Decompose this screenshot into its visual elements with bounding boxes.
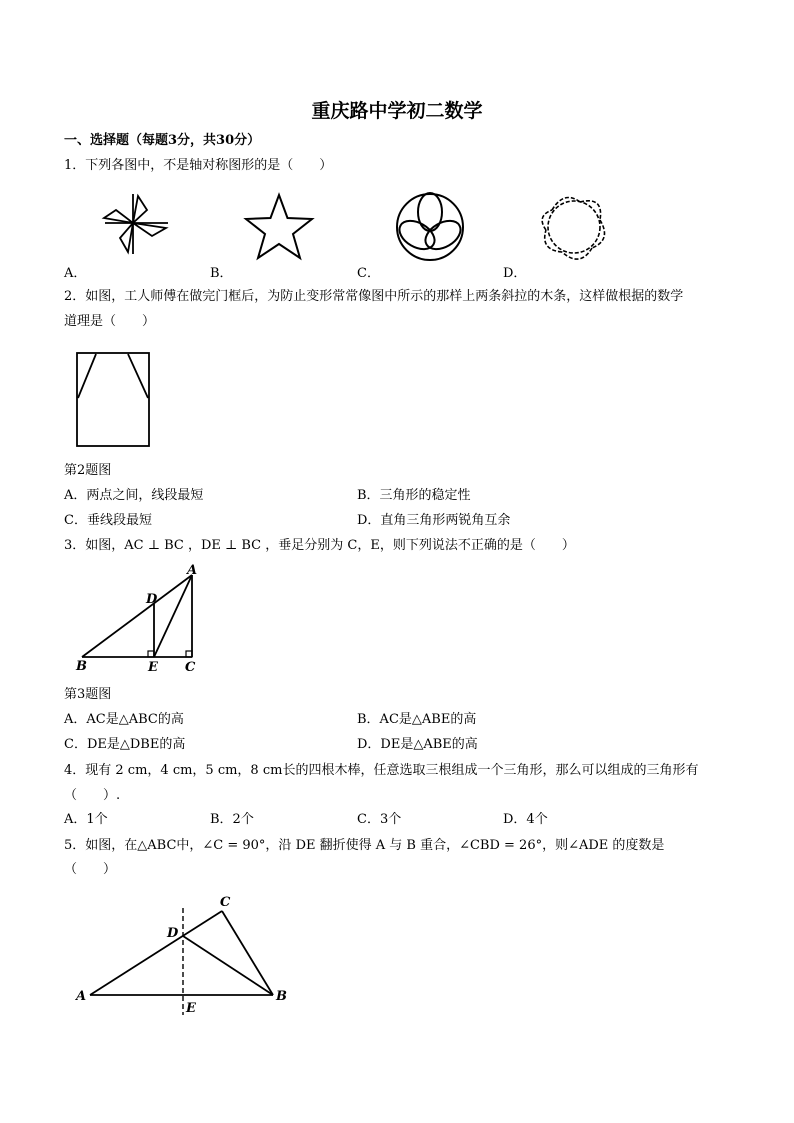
page-title: 重庆路中学初二数学 <box>311 100 483 122</box>
q3-option-a: A．AC是△ABC的高 <box>64 712 184 727</box>
q3-triangle-figure <box>72 560 212 680</box>
label-e: E <box>186 1001 196 1016</box>
q1-option-a: A． <box>64 266 87 281</box>
label-e: E <box>148 660 158 675</box>
q3-caption: 第3题图 <box>64 687 112 702</box>
q5-stem-line1: 5．如图，在△ABC中，∠C = 90°，沿 DE 翻折使得 A 与 B 重合，∠CBD = 26°，则∠ADE 的度数是 <box>64 838 665 853</box>
q1-option-b: B． <box>210 266 233 281</box>
flower-figure <box>534 188 614 266</box>
q2-option-a: A．两点之间，线段最短 <box>64 488 204 503</box>
q2-option-b: B．三角形的稳定性 <box>357 488 471 503</box>
q4-stem-line2: （ ）. <box>64 788 121 803</box>
star-figure <box>242 192 317 264</box>
q5-stem-line2: （ ） <box>64 862 117 877</box>
q1-option-c: C． <box>357 266 380 281</box>
label-a: A <box>187 563 198 578</box>
q3-option-c: C．DE是△DBE的高 <box>64 737 186 752</box>
q3-stem: 3．如图，AC ⊥ BC ，DE ⊥ BC ，垂足分别为 C，E，则下列说法不正确的是（ ） <box>64 538 575 553</box>
label-b: B <box>76 659 87 674</box>
q1-stem: 1．下列各图中，不是轴对称图形的是（ ） <box>64 158 333 173</box>
q2-caption: 第2题图 <box>64 463 112 478</box>
label-c: C <box>220 895 231 910</box>
q2-option-c: C．垂线段最短 <box>64 513 152 528</box>
label-a: A <box>76 989 87 1004</box>
pinwheel-figure <box>100 190 175 260</box>
q4-option-b: B．2个 <box>210 812 254 827</box>
q2-stem-line1: 2．如图，工人师傅在做完门框后，为防止变形常常像图中所示的那样上两条斜拉的木条，这样做根据的数学 <box>64 289 684 304</box>
label-c: C <box>185 660 196 675</box>
q2-option-d: D．直角三角形两锐角互余 <box>357 513 511 528</box>
label-d: D <box>167 926 179 941</box>
q4-option-c: C．3个 <box>357 812 402 827</box>
section-heading: 一、选择题（每题3分，共30分） <box>64 133 261 148</box>
q2-stem-line2: 道理是（ ） <box>64 314 156 329</box>
label-d: D <box>146 592 158 607</box>
door-frame-figure <box>74 350 154 450</box>
label-b: B <box>276 989 287 1004</box>
q4-option-d: D．4个 <box>503 812 548 827</box>
q3-option-b: B．AC是△ABE的高 <box>357 712 477 727</box>
q5-fold-triangle-figure <box>70 890 300 1020</box>
three-circle-figure <box>393 190 467 264</box>
q4-option-a: A．1个 <box>64 812 108 827</box>
q1-option-d: D． <box>503 266 527 281</box>
q3-option-d: D．DE是△ABE的高 <box>357 737 478 752</box>
q4-stem-line1: 4．现有 2 cm，4 cm，5 cm，8 cm长的四根木棒，任意选取三根组成一个三角形，那么可以组成的三角形有 <box>64 763 699 778</box>
